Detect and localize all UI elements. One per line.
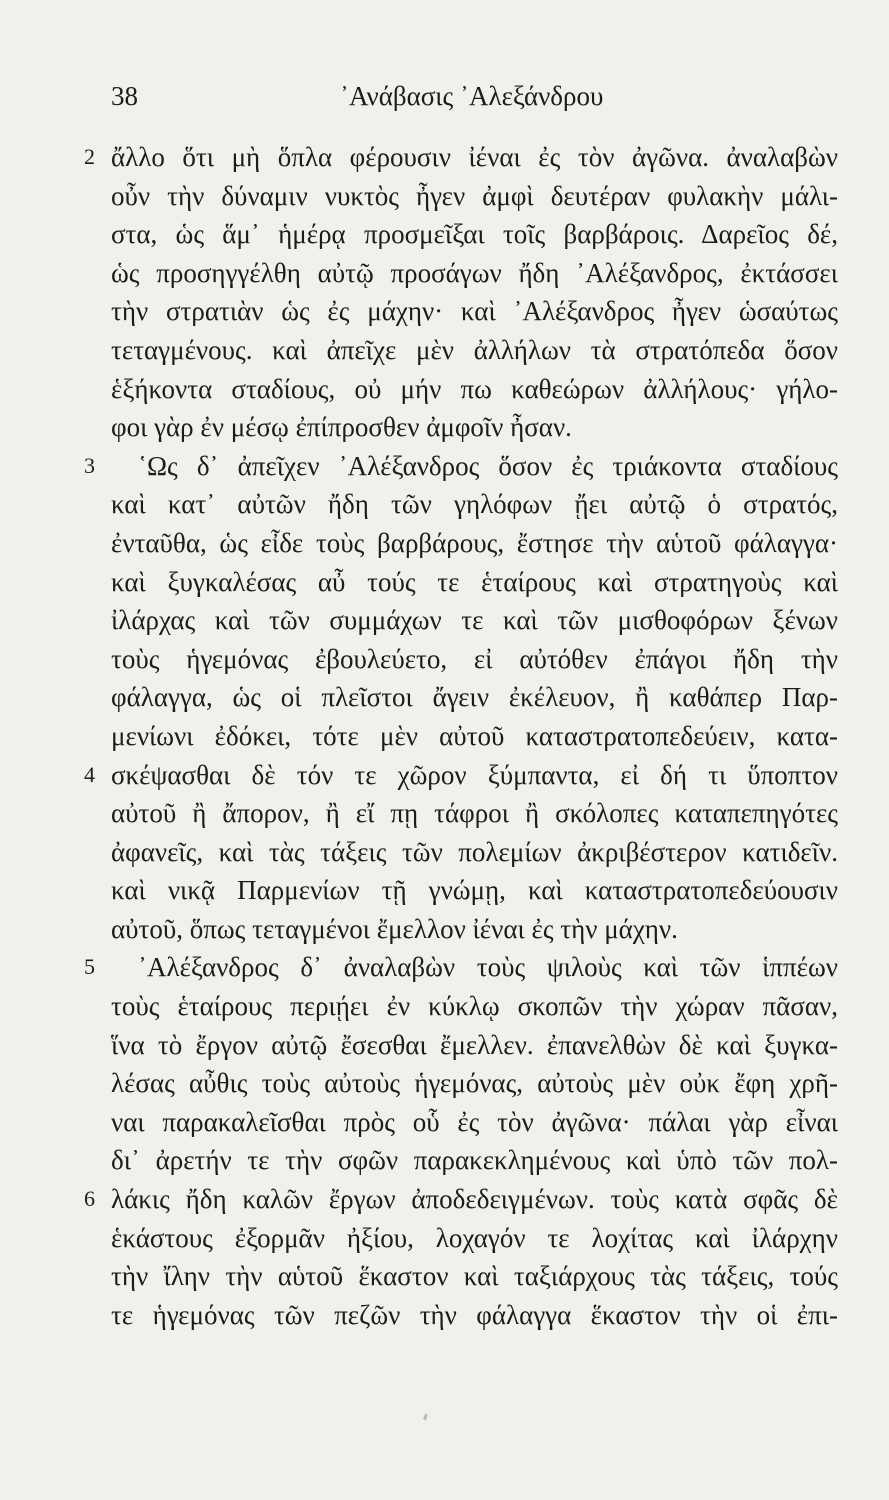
text-line — [0, 640, 889, 679]
text-line — [0, 177, 889, 216]
text-line — [0, 1026, 889, 1065]
text-line — [0, 1296, 889, 1335]
line-text: φάλαγγα, ὡς οἱ πλεῖστοι ἄγειν ἐκέλευον, ἢ καθάπερ Παρ- — [111, 682, 838, 713]
line-text: ᾿Αλέξανδρος δ᾿ ἀναλαβὼν τοὺς ψιλοὺς καὶ τῶν ἱππέων — [138, 952, 838, 983]
text-line — [0, 408, 889, 447]
text-line — [0, 254, 889, 293]
text-line — [0, 794, 889, 833]
line-text: τεταγμένους. καὶ ἀπεῖχε μὲν ἀλλήλων τὰ στρατόπεδα ὅσον — [111, 334, 838, 365]
page-number: 38 — [111, 81, 138, 111]
line-text: φοι γὰρ ἐν μέσῳ ἐπίπροσθεν ἀμφοῖν ἦσαν. — [111, 412, 572, 443]
text-line — [0, 1064, 889, 1103]
text-line — [0, 948, 889, 987]
line-text: ἄλλο ὅτι μὴ ὅπλα φέρουσιν ἰέναι ἐς τὸν ἀγῶνα. ἀναλαβὼν — [111, 142, 838, 172]
line-text: αὐτοῦ, ὅπως τεταγμένοι ἔμελλον ἰέναι ἐς τὴν μάχην. — [111, 913, 678, 944]
line-text: λάκις ἤδη καλῶν ἔργων ἀποδεδειγμένων. τοὺς κατὰ σφᾶς δὲ — [111, 1184, 838, 1215]
text-line — [0, 370, 889, 409]
line-text: ναι παρακαλεῖσθαι πρὸς οὗ ἐς τὸν ἀγῶνα· πάλαι γὰρ εἶναι — [111, 1106, 838, 1137]
text-line — [0, 987, 889, 1026]
line-text: καὶ κατ᾿ αὐτῶν ἤδη τῶν γηλόφων ᾔει αὐτῷ ὁ στρατός, — [111, 489, 838, 520]
line-text: ἵνα τὸ ἔργον αὐτῷ ἔσεσθαι ἔμελλεν. ἐπανελθὼν δὲ καὶ ξυγκα- — [111, 1029, 838, 1060]
text-line — [0, 563, 889, 602]
text-line — [0, 1219, 889, 1258]
line-text: καὶ νικᾷ Παρμενίων τῇ γνώμῃ, καὶ καταστρατοπεδεύουσιν — [111, 875, 838, 906]
line-text: ἐνταῦθα, ὡς εἶδε τοὺς βαρβάρους, ἔστησε τὴν αὑτοῦ φάλαγγα· — [111, 527, 838, 558]
line-text: στα, ὡς ἅμ᾿ ἡμέρᾳ προσμεῖξαι τοῖς βαρβάροις. Δαρεῖος δέ, — [111, 219, 838, 250]
running-title: ᾿Ανάβασις ᾿Αλεξάνδρου — [340, 81, 604, 111]
line-text: ἰλάρχας καὶ τῶν συμμάχων τε καὶ τῶν μισθοφόρων ξένων — [111, 605, 838, 636]
line-text: λέσας αὖθις τοὺς αὐτοὺς ἡγεμόνας, αὐτοὺς μὲν οὐκ ἔφη χρῆ- — [111, 1068, 838, 1099]
line-text: ἑκάστους ἐξορμᾶν ἠξίου, λοχαγόν τε λοχίτας καὶ ἰλάρχην — [111, 1222, 838, 1253]
line-text: μενίωνι ἐδόκει, τότε μὲν αὐτοῦ καταστρατοπεδεύειν, κατα- — [111, 720, 838, 751]
line-text: ῾Ως δ᾿ ἀπεῖχεν ᾿Αλέξανδρος ὅσον ἐς τριάκοντα σταδίους — [138, 450, 838, 481]
text-line — [0, 756, 889, 795]
line-text: τὴν στρατιὰν ὡς ἐς μάχην· καὶ ᾿Αλέξανδρος ἦγεν ὡσαύτως — [111, 296, 838, 327]
text-line — [0, 717, 889, 756]
text-line — [0, 910, 889, 949]
line-text: τοὺς ἡγεμόνας ἐβουλεύετο, εἰ αὐτόθεν ἐπάγοι ἤδη τὴν — [111, 643, 838, 674]
section-number: 4 — [84, 761, 95, 787]
text-line — [0, 871, 889, 910]
line-text: καὶ ξυγκαλέσας αὖ τούς τε ἑταίρους καὶ στρατηγοὺς καὶ — [111, 566, 838, 597]
line-text: ἀφανεῖς, καὶ τὰς τάξεις τῶν πολεμίων ἀκριβέστερον κατιδεῖν. — [111, 836, 838, 867]
text-line — [0, 678, 889, 717]
text-line — [0, 215, 889, 254]
text-line — [0, 485, 889, 524]
line-text: αὐτοῦ ἢ ἄπορον, ἢ εἴ πῃ τάφροι ἢ σκόλοπες καταπεπηγότες — [111, 798, 838, 829]
section-number: 6 — [84, 1186, 95, 1212]
text-line — [0, 1180, 889, 1219]
text-line — [0, 447, 889, 486]
text-line — [0, 1103, 889, 1142]
line-text: δι᾿ ἀρετήν τε τὴν σφῶν παρακεκλημένους καὶ ὑπὸ τῶν πολ- — [111, 1145, 838, 1176]
line-text: τε ἡγεμόνας τῶν πεζῶν τὴν φάλαγγα ἕκαστον τὴν οἱ ἐπι- — [111, 1299, 838, 1330]
running-head — [111, 78, 771, 114]
line-text: ὡς προσηγγέλθη αὐτῷ προσάγων ἤδη ᾿Αλέξανδρος, ἐκτάσσει — [111, 257, 838, 288]
line-text: σκέψασθαι δὲ τόν τε χῶρον ξύμπαντα, εἰ δή τι ὕποπτον — [111, 759, 838, 790]
line-text: τοὺς ἑταίρους περιῄει ἐν κύκλῳ σκοπῶν τὴν χώραν πᾶσαν, — [111, 991, 838, 1022]
body-text — [0, 138, 889, 1334]
section-number: 3 — [84, 452, 95, 478]
text-line — [0, 1141, 889, 1180]
paper-speck — [423, 1414, 428, 1421]
line-text: οὖν τὴν δύναμιν νυκτὸς ἦγεν ἀμφὶ δευτέραν φυλακὴν μάλι- — [111, 180, 838, 211]
text-line — [0, 138, 889, 177]
line-text: τὴν ἴλην τὴν αὑτοῦ ἕκαστον καὶ ταξιάρχους τὰς τάξεις, τούς — [111, 1261, 838, 1292]
section-number: 2 — [84, 144, 95, 169]
text-line — [0, 331, 889, 370]
section-number: 5 — [84, 954, 95, 980]
text-line — [0, 524, 889, 563]
text-line — [0, 833, 889, 872]
text-line — [0, 601, 889, 640]
line-text: ἑξήκοντα σταδίους, οὐ μήν πω καθεώρων ἀλλήλους· γήλο- — [111, 373, 838, 404]
text-line — [0, 1257, 889, 1296]
text-line — [0, 292, 889, 331]
